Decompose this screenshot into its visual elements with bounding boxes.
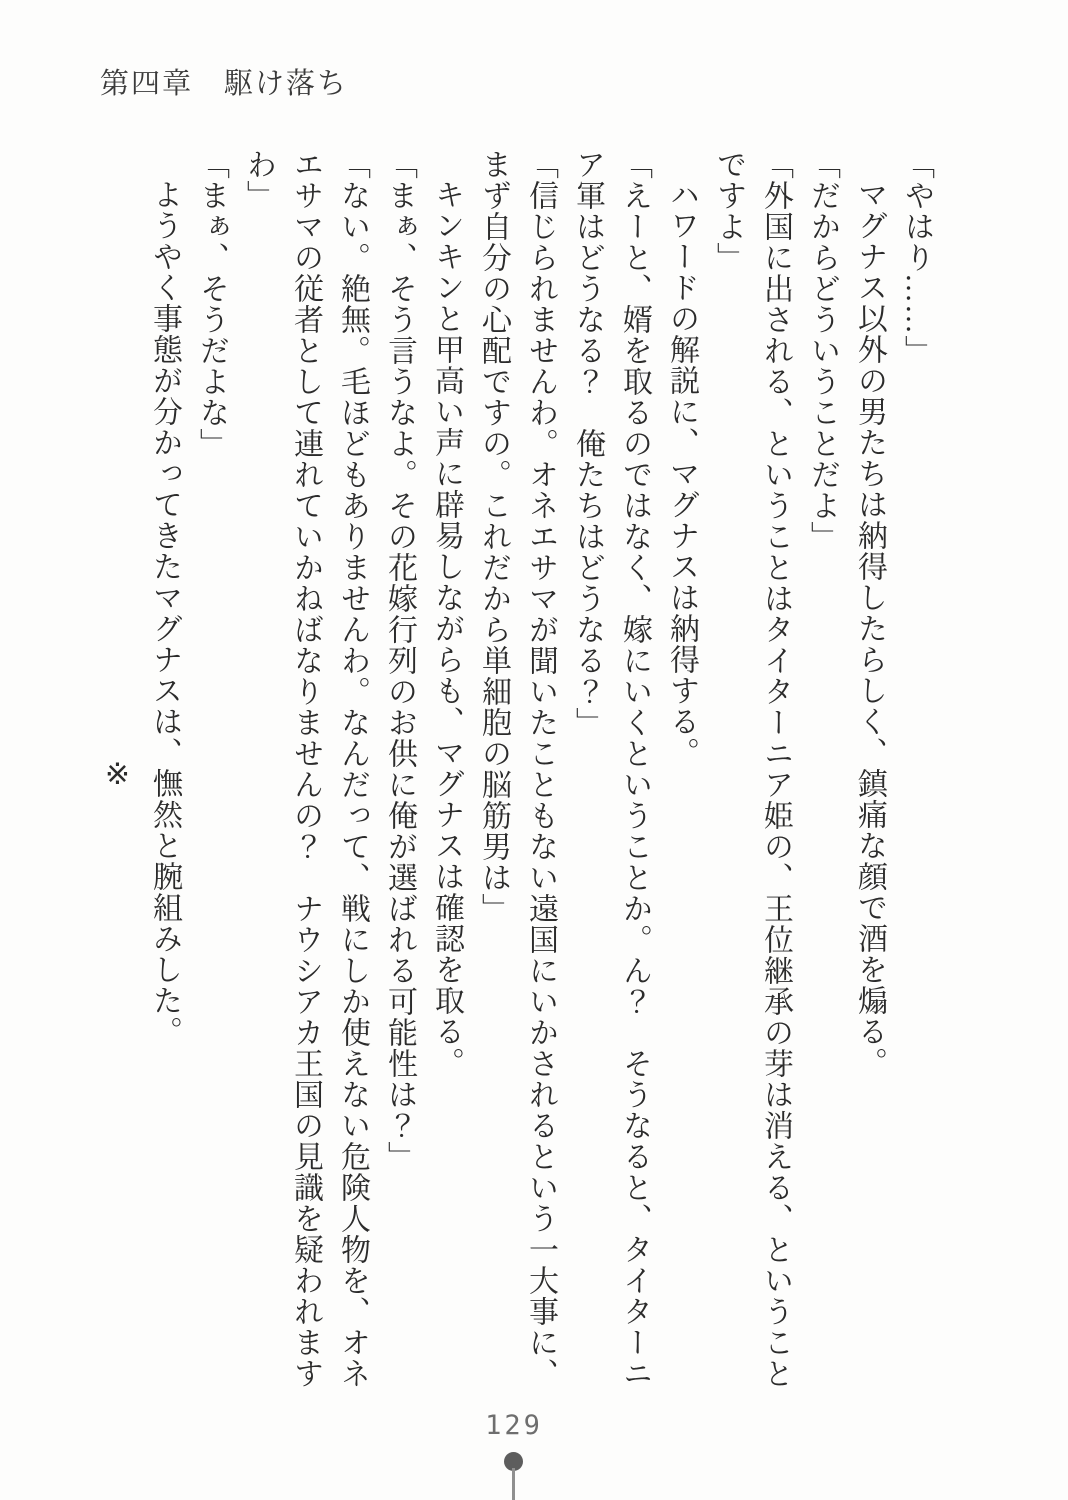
paragraph-line: ハワードの解説に、マグナスは納得する。 (665, 179, 698, 768)
paragraph-line: ようやく事態が分かってきたマグナスは、憮然と腕組みした。 (148, 179, 181, 1047)
paragraph-line: 「えーと、婿を取るのではなく、嫁にいくということか。ん？ そうなると、タイターニア軍はどうなる？ 俺たちはどうなる？」 (571, 149, 651, 1389)
paragraph-line: 「やはり……」 (900, 149, 933, 366)
paragraph-line: 「まぁ、そう言うなよ。その花嫁行列のお供に俺が選ばれる可能性は？」 (383, 149, 416, 1172)
paragraph-line: キンキンと甲高い声に辟易しながらも、マグナスは確認を取る。 (430, 179, 463, 1078)
page-marker-line (512, 1468, 515, 1500)
page-text-block (88, 149, 940, 1401)
section-break-marker: ※ (101, 757, 134, 793)
paragraph-line: 「ない。絶無。毛ほどもありませんわ。なんだって、戦にしか使えない危険人物を、オネエサマの従者として連れていかねばなりませんの？ ナウシアカ王国の見識を疑われますわ」 (242, 149, 369, 1389)
paragraph-line: 「信じられませんわ。オネエサマが聞いたこともない遠国にいかされるという一大事に、まず自分の心配ですの。これだから単細胞の脳筋男は」 (477, 149, 557, 1389)
paragraph-line: 「だからどういうことだよ」 (806, 149, 839, 552)
paragraph-line: 「外国に出される、ということはタイターニア姫の、王位継承の芽は消える、ということですよ」 (712, 149, 792, 1389)
chapter-header: 第四章 駆け落ち (100, 68, 349, 100)
page-number: 129 (485, 1410, 543, 1441)
paragraph-line: 「まぁ、そうだよな」 (195, 149, 228, 459)
paragraph-line: マグナス以外の男たちは納得したらしく、鎮痛な顔で酒を煽る。 (853, 179, 886, 1078)
